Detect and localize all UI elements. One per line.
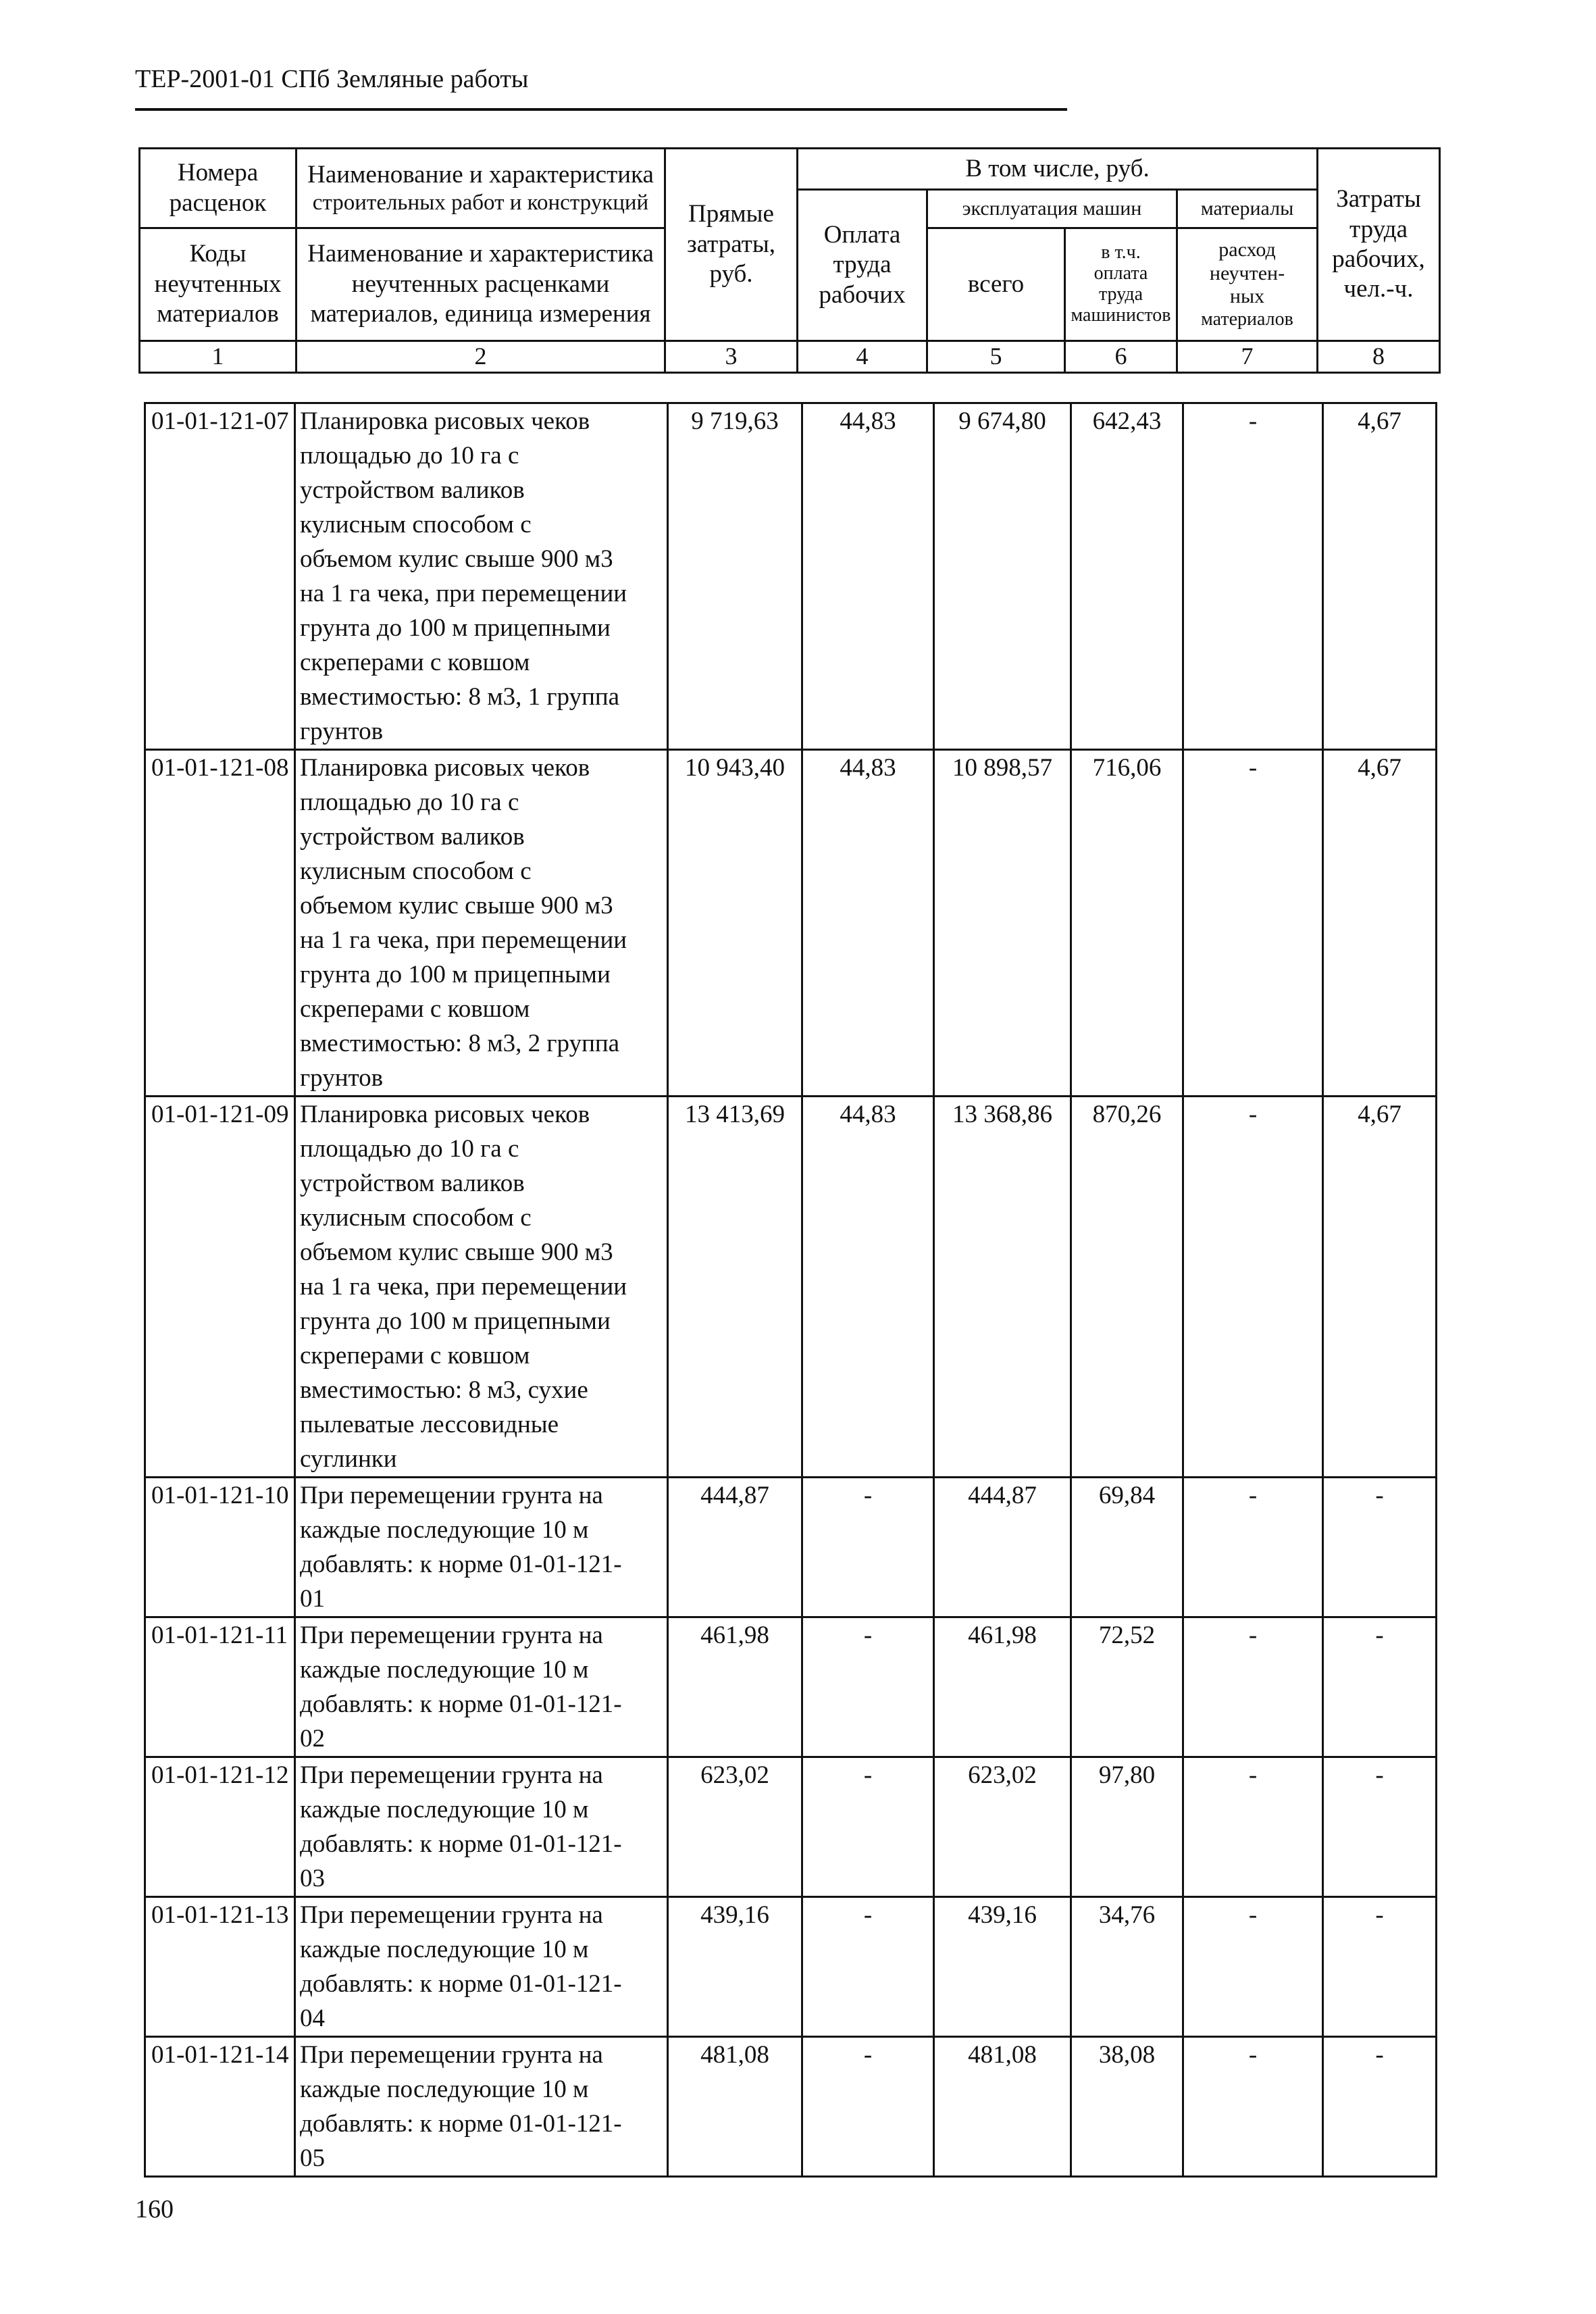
table-row (145, 1757, 1437, 1897)
machines-total: 9 674,80 (934, 403, 1071, 750)
machines-total: 439,16 (934, 1897, 1071, 2037)
description-line: 05 (300, 2144, 325, 2172)
description-line: грунтов (300, 1064, 384, 1092)
description-line: на 1 га чека, при перемещении (300, 580, 627, 607)
header-machine-operation: эксплуатация машин (927, 190, 1177, 228)
rate-description (295, 1097, 668, 1478)
description-line: грунта до 100 м прицепными (300, 614, 611, 642)
description-line: объемом кулис свыше 900 м3 (300, 892, 613, 920)
labor-hours: 4,67 (1323, 403, 1437, 750)
rate-description (295, 2037, 668, 2177)
direct-costs: 623,02 (668, 1757, 802, 1897)
header-rate-numbers: Номера расценок (140, 149, 297, 228)
machinists-pay: 34,76 (1071, 1897, 1183, 2037)
labor-pay: 44,83 (802, 403, 934, 750)
column-number: 7 (1177, 341, 1318, 373)
description-line: скреперами с ковшом (300, 1342, 530, 1369)
table-row (145, 2037, 1437, 2177)
materials-consumption: - (1183, 403, 1323, 750)
labor-pay: 44,83 (802, 750, 934, 1097)
rate-description (295, 1617, 668, 1757)
description-line: добавлять: к норме 01-01-121- (300, 1830, 622, 1858)
header-materials: материалы (1177, 190, 1318, 228)
machinists-pay: 716,06 (1071, 750, 1183, 1097)
column-number: 6 (1065, 341, 1177, 373)
description-line: При перемещении грунта на (300, 1901, 603, 1929)
table-row (145, 1478, 1437, 1617)
description-line: добавлять: к норме 01-01-121- (300, 1551, 622, 1578)
labor-hours: 4,67 (1323, 1097, 1437, 1478)
description-line: кулисным способом с (300, 1204, 532, 1232)
labor-hours: 4,67 (1323, 750, 1437, 1097)
header-unaccounted-materials: расход неучтен- ных материалов (1177, 228, 1318, 341)
description-line: добавлять: к норме 01-01-121- (300, 1690, 622, 1718)
rate-code: 01-01-121-10 (145, 1478, 295, 1617)
materials-consumption: - (1183, 1897, 1323, 2037)
machinists-pay: 69,84 (1071, 1478, 1183, 1617)
description-line: устройством валиков (300, 823, 525, 851)
machinists-pay: 870,26 (1071, 1097, 1183, 1478)
description-line: каждые последующие 10 м (300, 1656, 589, 1684)
description-line: 04 (300, 2005, 325, 2032)
table-row (145, 403, 1437, 750)
description-line: скреперами с ковшом (300, 649, 530, 676)
labor-pay: - (802, 2037, 934, 2177)
rate-description (295, 1757, 668, 1897)
description-line: скреперами с ковшом (300, 995, 530, 1023)
description-line: на 1 га чека, при перемещении (300, 1273, 627, 1301)
description-line: При перемещении грунта на (300, 1621, 603, 1649)
rate-code: 01-01-121-14 (145, 2037, 295, 2177)
labor-hours: - (1323, 2037, 1437, 2177)
rate-description (295, 1478, 668, 1617)
labor-pay: - (802, 1617, 934, 1757)
description-line: вместимостью: 8 м3, 2 группа (300, 1030, 620, 1057)
table-row (145, 1897, 1437, 2037)
direct-costs: 13 413,69 (668, 1097, 802, 1478)
machines-total: 10 898,57 (934, 750, 1071, 1097)
table-row (145, 1617, 1437, 1757)
header-labor-hours: Затраты труда рабочих, чел.-ч. (1318, 149, 1440, 341)
description-line: Планировка рисовых чеков (300, 1101, 590, 1128)
header-machines-total: всего (927, 228, 1065, 341)
labor-hours: - (1323, 1757, 1437, 1897)
labor-hours: - (1323, 1617, 1437, 1757)
description-line: кулисным способом с (300, 857, 532, 885)
direct-costs: 439,16 (668, 1897, 802, 2037)
rate-code: 01-01-121-07 (145, 403, 295, 750)
materials-consumption: - (1183, 1478, 1323, 1617)
title-divider (135, 108, 1067, 111)
description-line: вместимостью: 8 м3, сухие (300, 1376, 588, 1404)
rate-code: 01-01-121-13 (145, 1897, 295, 2037)
machinists-pay: 72,52 (1071, 1617, 1183, 1757)
description-line: каждые последующие 10 м (300, 1796, 589, 1823)
machines-total: 444,87 (934, 1478, 1071, 1617)
column-number: 2 (297, 341, 665, 373)
machinists-pay: 642,43 (1071, 403, 1183, 750)
labor-pay: - (802, 1757, 934, 1897)
description-line: грунта до 100 м прицепными (300, 1307, 611, 1335)
description-line: площадью до 10 га с (300, 788, 519, 816)
table-row (145, 1097, 1437, 1478)
description-line: грунта до 100 м прицепными (300, 961, 611, 988)
direct-costs: 10 943,40 (668, 750, 802, 1097)
rate-code: 01-01-121-11 (145, 1617, 295, 1757)
table-row (145, 750, 1437, 1097)
rates-table (144, 402, 1437, 2178)
header-machinists-pay: в т.ч. оплата труда машинистов (1065, 228, 1177, 341)
table-header (138, 147, 1441, 374)
description-line: каждые последующие 10 м (300, 2076, 589, 2103)
description-line: устройством валиков (300, 476, 525, 504)
header-material-name: Наименование и характеристика неучтенных расценками материалов, единица измерения (297, 228, 665, 341)
labor-pay: - (802, 1478, 934, 1617)
description-line: При перемещении грунта на (300, 2041, 603, 2069)
description-line: 03 (300, 1865, 325, 1892)
materials-consumption: - (1183, 1097, 1323, 1478)
machines-total: 461,98 (934, 1617, 1071, 1757)
rate-code: 01-01-121-09 (145, 1097, 295, 1478)
materials-consumption: - (1183, 1757, 1323, 1897)
materials-consumption: - (1183, 750, 1323, 1097)
column-number: 8 (1318, 341, 1440, 373)
description-line: суглинки (300, 1445, 397, 1473)
description-line: площадью до 10 га с (300, 1135, 519, 1163)
description-line: объемом кулис свыше 900 м3 (300, 545, 613, 573)
direct-costs: 9 719,63 (668, 403, 802, 750)
header-work-name: Наименование и характеристика строительных работ и конструкций (297, 149, 665, 228)
description-line: площадью до 10 га с (300, 442, 519, 470)
rate-code: 01-01-121-08 (145, 750, 295, 1097)
description-line: При перемещении грунта на (300, 1761, 603, 1789)
column-number: 1 (140, 341, 297, 373)
labor-pay: - (802, 1897, 934, 2037)
header-direct-costs: Прямые затраты, руб. (665, 149, 798, 341)
description-line: каждые последующие 10 м (300, 1516, 589, 1544)
description-line: добавлять: к норме 01-01-121- (300, 2110, 622, 2138)
labor-hours: - (1323, 1478, 1437, 1617)
description-line: 02 (300, 1725, 325, 1753)
description-line: пылеватые лессовидные (300, 1411, 559, 1438)
description-line: устройством валиков (300, 1169, 525, 1197)
description-line: При перемещении грунта на (300, 1482, 603, 1509)
direct-costs: 481,08 (668, 2037, 802, 2177)
description-line: добавлять: к норме 01-01-121- (300, 1970, 622, 1998)
description-line: Планировка рисовых чеков (300, 407, 590, 435)
machinists-pay: 38,08 (1071, 2037, 1183, 2177)
rate-code: 01-01-121-12 (145, 1757, 295, 1897)
description-line: Планировка рисовых чеков (300, 754, 590, 782)
labor-pay: 44,83 (802, 1097, 934, 1478)
header-material-codes: Коды неучтенных материалов (140, 228, 297, 341)
header-including-group: В том числе, руб. (798, 149, 1318, 190)
description-line: объемом кулис свыше 900 м3 (300, 1238, 613, 1266)
rate-description (295, 750, 668, 1097)
direct-costs: 444,87 (668, 1478, 802, 1617)
labor-hours: - (1323, 1897, 1437, 2037)
description-line: на 1 га чека, при перемещении (300, 926, 627, 954)
description-line: 01 (300, 1585, 325, 1613)
page-title: ТЕР-2001-01 СПб Земляные работы (135, 65, 529, 93)
description-line: вместимостью: 8 м3, 1 группа (300, 683, 620, 711)
column-number: 4 (798, 341, 927, 373)
direct-costs: 461,98 (668, 1617, 802, 1757)
machines-total: 13 368,86 (934, 1097, 1071, 1478)
materials-consumption: - (1183, 1617, 1323, 1757)
column-number: 5 (927, 341, 1065, 373)
machinists-pay: 97,80 (1071, 1757, 1183, 1897)
description-line: кулисным способом с (300, 511, 532, 538)
materials-consumption: - (1183, 2037, 1323, 2177)
rate-description (295, 403, 668, 750)
column-number: 3 (665, 341, 798, 373)
header-labor-pay: Оплата труда рабочих (798, 190, 927, 341)
description-line: грунтов (300, 718, 384, 745)
machines-total: 481,08 (934, 2037, 1071, 2177)
page-number: 160 (135, 2195, 174, 2223)
rate-description (295, 1897, 668, 2037)
description-line: каждые последующие 10 м (300, 1936, 589, 1963)
machines-total: 623,02 (934, 1757, 1071, 1897)
